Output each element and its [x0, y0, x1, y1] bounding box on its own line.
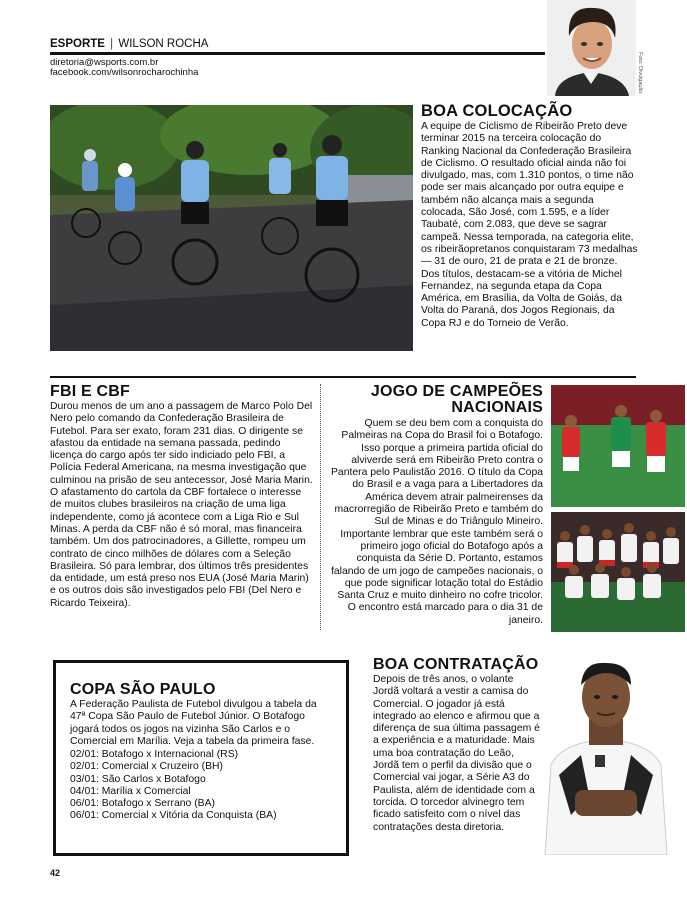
photo-credit: Foto: Divulgação — [637, 52, 643, 94]
boa-contratacao-title: BOA CONTRATAÇÃO — [373, 656, 539, 673]
section-rule — [50, 376, 636, 378]
column-divider — [320, 384, 321, 630]
boa-contratacao-body: Depois de três anos, o volante Jordã voltará a vestir a camisa do Comercial. O jogador já está integrado ao elenco e afirmou que a diferença de sua última passagem é a experiência e a maturidade. Mais uma boa contratação do Leão, Jordã tem o perfil da divisão que o Comercial vai jogar, a Série A3 do Paulista, além de identidade com a torcida. O torcedor alvinegro tem ficado satisfeito com o nível das contratações desta diretoria. — [373, 674, 540, 833]
player-photo — [541, 655, 671, 855]
header-rule — [50, 52, 545, 55]
game-list-item: 03/01: São Carlos x Botafogo — [70, 773, 206, 785]
football-match-photo — [551, 385, 685, 507]
game-list-item: 06/01: Botafogo x Serrano (BA) — [70, 798, 215, 810]
section-label: ESPORTE — [50, 38, 105, 50]
jogo-campeoes-body: Quem se deu bem com a conquista do Palmeiras na Copa do Brasil foi o Botafogo. Isso porque a primeira partida oficial do alviverde será em Ribeirão Preto contra o Pantera pelo Paulistão 2016. O título da Copa do Brasil e a vaga para a Libertadores da América devem atrair palmeirenses da macrorregião de Ribeirão Preto e também do Sul de Minas e do Triângulo Mineiro. Importante lembrar que este também será o primeiro jogo oficial do Botafogo após a conquista da Série D. Portanto, estamos falando de um jogo de campeões nacionais, o que pode significar lotação total do Estádio Santa Cruz e muito dinheiro no cofre tricolor. O encontro está marcado para o dia 31 de janeiro. — [331, 418, 543, 626]
column-header — [50, 37, 545, 51]
game-list-item: 02/01: Comercial x Cruzeiro (BH) — [70, 761, 224, 773]
page-number: 42 — [50, 868, 61, 878]
author-email[interactable]: diretoria@wsports.com.br — [50, 57, 159, 68]
boa-colocacao-body: A equipe de Ciclismo de Ribeirão Preto deve terminar 2015 na terceira colocação do Ranking Nacional da Confederação Brasileira de Ciclismo. O resultado oficial ainda não foi divulgado, mas, com 1.310 pontos, o time não pode ser mais alcançado por outra equipe e também não alcança mais a segunda colocada, São José, com 1.595, e a líder Taubaté, com 2.083, que deve se sagrar campeã. Nessa temporada, na categoria elite, os ribeirãopretanos conquistaram 73 medalhas — 31 de ouro, 21 de prata e 21 de bronze. Dos títulos, destacam-se a vitória de Michel Fernandez, na segunda etapa da Copa América, em Brasília, da Volta de Goiás, da Volta do Paraná, dos Jogos Regionais, da Copa RJ e do Torneio de Verão. — [421, 121, 638, 329]
fbi-cbf-title: FBI E CBF — [50, 383, 131, 400]
boa-colocacao-title: BOA COLOCAÇÃO — [421, 102, 573, 120]
jogo-campeoes-title-line2: NACIONAIS — [451, 399, 543, 416]
author-facebook[interactable]: facebook.com/wilsonrocharochinha — [50, 67, 199, 78]
copa-sao-paulo-intro: A Federação Paulista de Futebol divulgou a tabela da 47ª Copa São Paulo de Futebol Júnior. O Botafogo jogará todos os jogos na vizinha São Carlos e o Comercial em Marília. Veja a tabela da primeira fase. — [70, 699, 317, 747]
fbi-cbf-body: Durou menos de um ano a passagem de Marco Polo Del Nero pelo comando da Confederação Brasileira de Futebol. Para ser exato, foram 231 dias. O dirigente se afastou da entidade na semana passada, pedindo licença do cargo após ter sido indiciado pelo FBI, a Polícia Federal Americana, na mesma investigação que culminou na prisão de seu antecessor, José Maria Marin. O afastamento do cartola da CBF fortalece o interesse de muitos clubes brasileiros na criação de uma liga independente, como já acontece com a Liga Rio e Sul Minas. A perda da CBF não é só moral, mas financeira também. Um dos patrocinadores, a Gillette, rompeu um contrato de cinco milhões de dólares com a Seleção Brasileira. Só para lembrar, dos últimos três presidentes da entidade, um está preso nos EUA (José Maria Marin) e os outros dois são investigados pelo FBI (Del Nero e Ricardo Teixeira). — [50, 401, 313, 609]
header-separator: | — [110, 38, 114, 50]
team-celebration-photo — [551, 512, 685, 632]
copa-sao-paulo-games — [70, 749, 332, 823]
game-list-item: 02/01: Botafogo x Internacional (RS) — [70, 749, 239, 760]
author-portrait — [547, 0, 636, 96]
cycling-photo — [50, 105, 413, 351]
game-list-item: 04/01: Marília x Comercial — [70, 785, 191, 797]
author-name: WILSON ROCHA — [118, 38, 209, 50]
game-list-item: 06/01: Comercial x Vitória da Conquista (BA) — [70, 810, 277, 822]
jogo-campeoes-title-line1: JOGO DE CAMPEÕES — [370, 383, 543, 400]
copa-sao-paulo-title: COPA SÃO PAULO — [70, 681, 216, 698]
